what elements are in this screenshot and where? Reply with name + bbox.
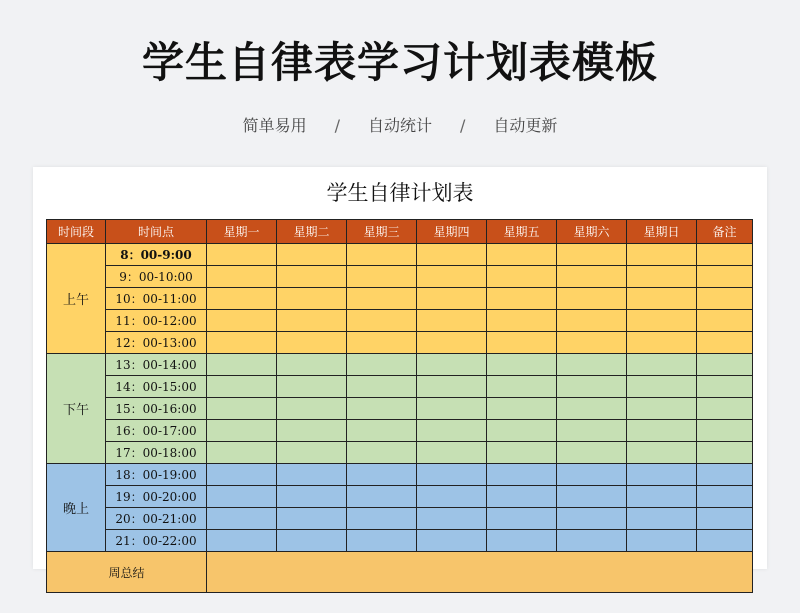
day-cell[interactable] — [487, 530, 557, 552]
day-cell[interactable] — [347, 354, 417, 376]
day-cell[interactable] — [277, 508, 347, 530]
day-cell[interactable] — [417, 508, 487, 530]
day-cell[interactable] — [277, 354, 347, 376]
day-cell[interactable] — [417, 310, 487, 332]
day-cell[interactable] — [557, 486, 627, 508]
notes-cell[interactable] — [697, 464, 753, 486]
table-row — [47, 486, 753, 508]
day-cell[interactable] — [417, 332, 487, 354]
notes-cell[interactable] — [697, 442, 753, 464]
day-cell[interactable] — [487, 266, 557, 288]
day-cell[interactable] — [627, 376, 697, 398]
day-cell[interactable] — [417, 420, 487, 442]
day-cell[interactable] — [277, 442, 347, 464]
schedule-table — [46, 219, 753, 593]
time-slot: 14：00-15:00 — [106, 376, 207, 398]
table-row — [47, 442, 753, 464]
day-cell[interactable] — [557, 244, 627, 266]
day-cell[interactable] — [487, 464, 557, 486]
notes-cell[interactable] — [697, 530, 753, 552]
day-cell[interactable] — [487, 398, 557, 420]
notes-cell[interactable] — [697, 266, 753, 288]
table-row — [47, 464, 753, 486]
day-cell[interactable] — [347, 530, 417, 552]
time-slot: 18：00-19:00 — [106, 464, 207, 486]
day-cell[interactable] — [627, 354, 697, 376]
day-cell[interactable] — [347, 398, 417, 420]
header-sat: 星期六 — [557, 220, 627, 244]
day-cell[interactable] — [347, 266, 417, 288]
notes-cell[interactable] — [697, 376, 753, 398]
day-cell[interactable] — [487, 486, 557, 508]
day-cell[interactable] — [557, 332, 627, 354]
day-cell[interactable] — [627, 310, 697, 332]
day-cell[interactable] — [277, 288, 347, 310]
day-cell[interactable] — [417, 530, 487, 552]
notes-cell[interactable] — [697, 486, 753, 508]
time-slot: 16：00-17:00 — [106, 420, 207, 442]
period-label: 上午 — [47, 244, 106, 354]
day-cell[interactable] — [347, 288, 417, 310]
header-sun: 星期日 — [627, 220, 697, 244]
day-cell[interactable] — [277, 420, 347, 442]
day-cell[interactable] — [557, 354, 627, 376]
header-wed: 星期三 — [347, 220, 417, 244]
day-cell[interactable] — [627, 288, 697, 310]
header-notes: 备注 — [697, 220, 753, 244]
day-cell[interactable] — [557, 464, 627, 486]
time-slot: 12：00-13:00 — [106, 332, 207, 354]
day-cell[interactable] — [347, 376, 417, 398]
summary-row — [47, 552, 753, 593]
day-cell[interactable] — [557, 288, 627, 310]
day-cell[interactable] — [277, 486, 347, 508]
header-mon: 星期一 — [207, 220, 277, 244]
day-cell[interactable] — [207, 464, 277, 486]
day-cell[interactable] — [207, 508, 277, 530]
day-cell[interactable] — [487, 420, 557, 442]
period-label: 晚上 — [47, 464, 106, 552]
day-cell[interactable] — [557, 310, 627, 332]
day-cell[interactable] — [487, 244, 557, 266]
day-cell[interactable] — [347, 420, 417, 442]
day-cell[interactable] — [207, 354, 277, 376]
day-cell[interactable] — [557, 376, 627, 398]
period-label: 下午 — [47, 354, 106, 464]
day-cell[interactable] — [417, 442, 487, 464]
table-row — [47, 310, 753, 332]
time-slot: 13：00-14:00 — [106, 354, 207, 376]
time-slot: 20：00-21:00 — [106, 508, 207, 530]
time-slot: 15：00-16:00 — [106, 398, 207, 420]
time-slot: 11：00-12:00 — [106, 310, 207, 332]
day-cell[interactable] — [207, 244, 277, 266]
feature-tags — [0, 113, 800, 136]
day-cell[interactable] — [557, 530, 627, 552]
table-row — [47, 332, 753, 354]
day-cell[interactable] — [207, 530, 277, 552]
day-cell[interactable] — [277, 530, 347, 552]
day-cell[interactable] — [417, 288, 487, 310]
table-row — [47, 354, 753, 376]
header-thu: 星期四 — [417, 220, 487, 244]
table-row — [47, 376, 753, 398]
header-row — [47, 220, 753, 244]
day-cell[interactable] — [207, 288, 277, 310]
day-cell[interactable] — [347, 464, 417, 486]
day-cell[interactable] — [417, 398, 487, 420]
time-slot: 21：00-22:00 — [106, 530, 207, 552]
table-row — [47, 266, 753, 288]
day-cell[interactable] — [417, 266, 487, 288]
time-slot: 8：00-9:00 — [106, 244, 207, 266]
schedule-body — [47, 244, 753, 593]
notes-cell[interactable] — [697, 354, 753, 376]
notes-cell[interactable] — [697, 332, 753, 354]
day-cell[interactable] — [417, 354, 487, 376]
spreadsheet-preview — [33, 167, 767, 580]
page-title: 学生自律表学习计划表模板 — [141, 38, 658, 87]
day-cell[interactable] — [277, 310, 347, 332]
day-cell[interactable] — [557, 398, 627, 420]
day-cell[interactable] — [627, 530, 697, 552]
table-row — [47, 420, 753, 442]
day-cell[interactable] — [487, 354, 557, 376]
day-cell[interactable] — [277, 376, 347, 398]
day-cell[interactable] — [557, 420, 627, 442]
day-cell[interactable] — [207, 486, 277, 508]
summary-label: 周总结 — [47, 552, 207, 593]
day-cell[interactable] — [347, 486, 417, 508]
day-cell[interactable] — [627, 508, 697, 530]
day-cell[interactable] — [207, 332, 277, 354]
time-slot: 17：00-18:00 — [106, 442, 207, 464]
day-cell[interactable] — [347, 310, 417, 332]
day-cell[interactable] — [417, 376, 487, 398]
time-slot: 10：00-11:00 — [106, 288, 207, 310]
day-cell[interactable] — [277, 464, 347, 486]
day-cell[interactable] — [487, 442, 557, 464]
day-cell[interactable] — [207, 376, 277, 398]
day-cell[interactable] — [487, 310, 557, 332]
notes-cell[interactable] — [697, 508, 753, 530]
tag-easy: 简单易用 — [242, 116, 307, 135]
day-cell[interactable] — [557, 508, 627, 530]
summary-cell[interactable] — [207, 552, 753, 593]
day-cell[interactable] — [277, 244, 347, 266]
day-cell[interactable] — [627, 486, 697, 508]
day-cell[interactable] — [487, 508, 557, 530]
day-cell[interactable] — [347, 508, 417, 530]
header-tue: 星期二 — [277, 220, 347, 244]
day-cell[interactable] — [347, 442, 417, 464]
header-fri: 星期五 — [487, 220, 557, 244]
day-cell[interactable] — [207, 310, 277, 332]
day-cell[interactable] — [487, 332, 557, 354]
notes-cell[interactable] — [697, 288, 753, 310]
table-row — [47, 398, 753, 420]
time-slot: 19：00-20:00 — [106, 486, 207, 508]
tag-auto-stat: 自动统计 — [367, 116, 432, 135]
notes-cell[interactable] — [697, 398, 753, 420]
separator: / — [460, 116, 466, 135]
day-cell[interactable] — [627, 266, 697, 288]
day-cell[interactable] — [347, 244, 417, 266]
day-cell[interactable] — [417, 464, 487, 486]
header-time: 时间点 — [106, 220, 207, 244]
time-slot: 9：00-10:00 — [106, 266, 207, 288]
day-cell[interactable] — [277, 332, 347, 354]
day-cell[interactable] — [207, 420, 277, 442]
day-cell[interactable] — [487, 288, 557, 310]
table-row — [47, 244, 753, 266]
day-cell[interactable] — [417, 486, 487, 508]
day-cell[interactable] — [627, 244, 697, 266]
day-cell[interactable] — [207, 442, 277, 464]
tag-auto-update: 自动更新 — [493, 116, 558, 135]
day-cell[interactable] — [557, 266, 627, 288]
table-row — [47, 288, 753, 310]
day-cell[interactable] — [627, 398, 697, 420]
header-period: 时间段 — [47, 220, 106, 244]
day-cell[interactable] — [627, 332, 697, 354]
notes-cell[interactable] — [697, 310, 753, 332]
day-cell[interactable] — [347, 332, 417, 354]
day-cell[interactable] — [207, 398, 277, 420]
day-cell[interactable] — [277, 398, 347, 420]
notes-cell[interactable] — [697, 420, 753, 442]
day-cell[interactable] — [627, 420, 697, 442]
table-row — [47, 530, 753, 552]
day-cell[interactable] — [557, 442, 627, 464]
sheet-title: 学生自律计划表 — [326, 181, 474, 205]
table-row — [47, 508, 753, 530]
day-cell[interactable] — [487, 376, 557, 398]
day-cell[interactable] — [207, 266, 277, 288]
day-cell[interactable] — [277, 266, 347, 288]
day-cell[interactable] — [627, 464, 697, 486]
day-cell[interactable] — [417, 244, 487, 266]
day-cell[interactable] — [627, 442, 697, 464]
notes-cell[interactable] — [697, 244, 753, 266]
separator: / — [334, 116, 340, 135]
